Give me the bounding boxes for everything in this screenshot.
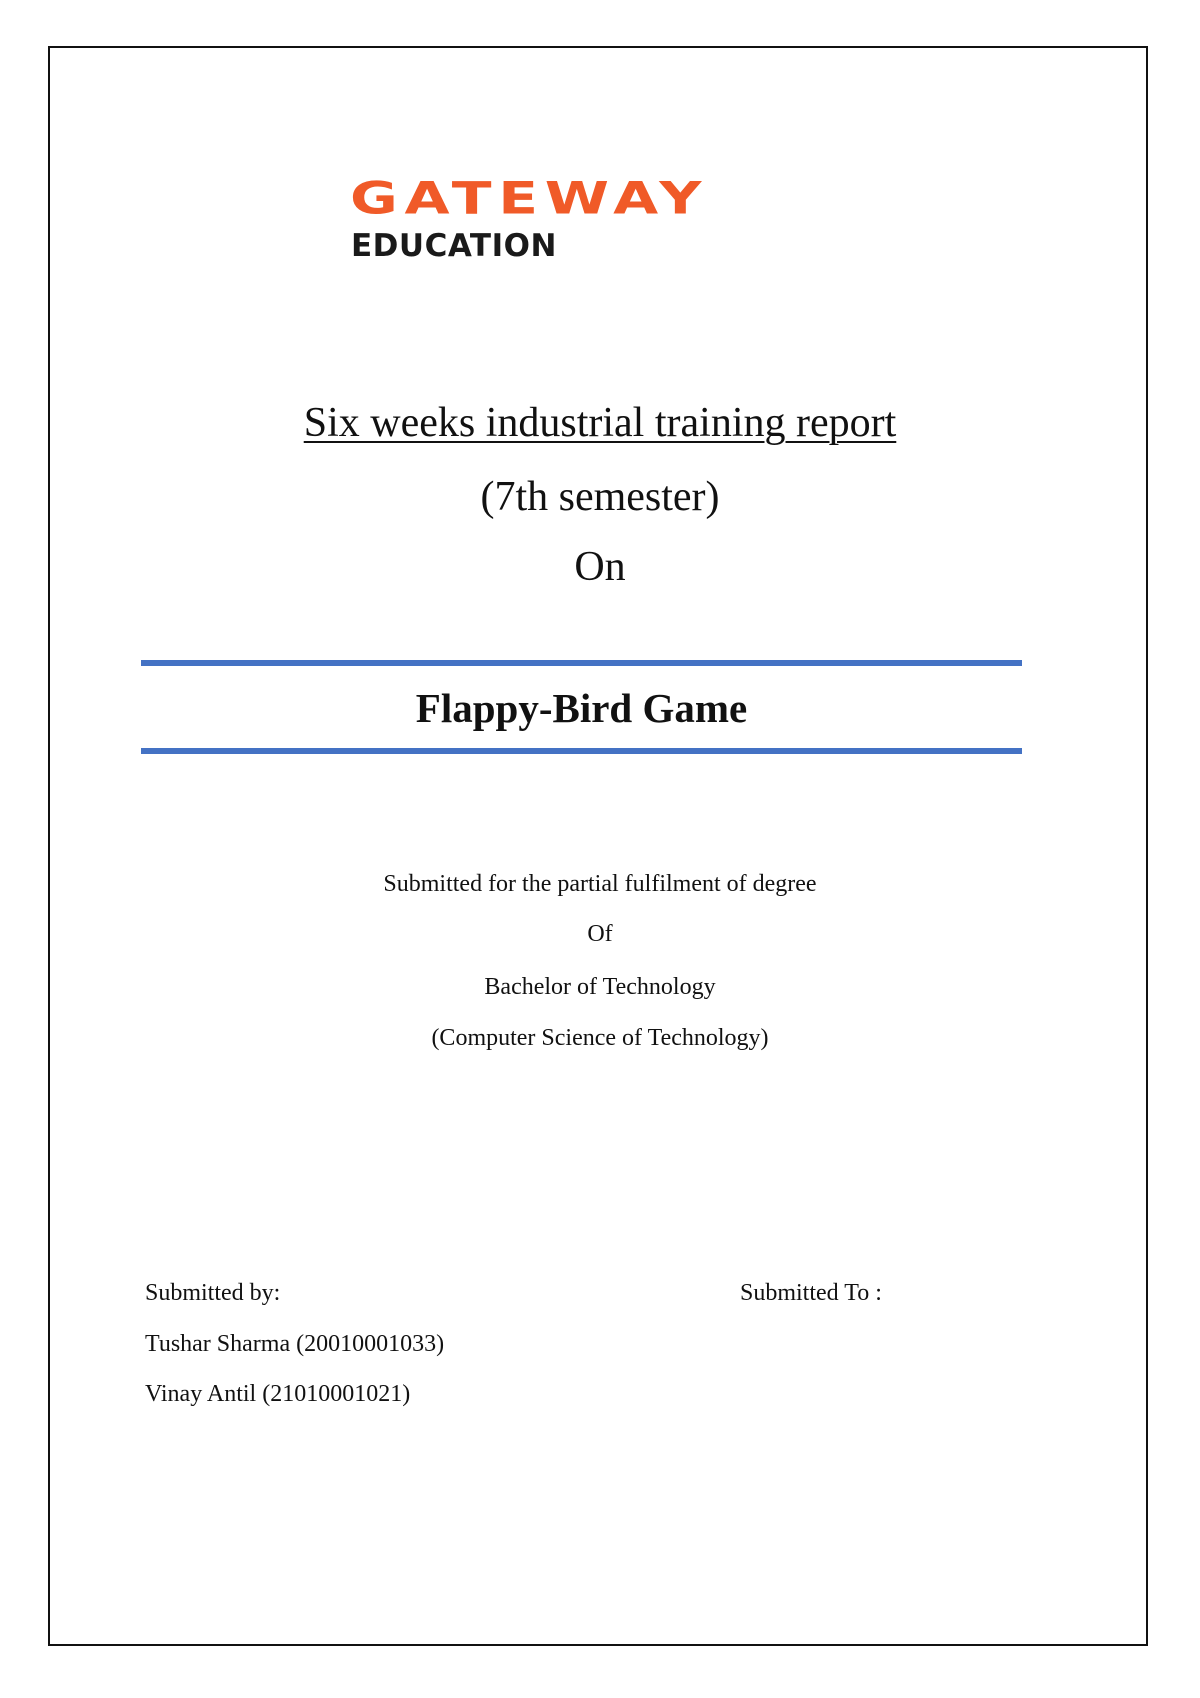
submission-purpose: Submitted for the partial fulfilment of degree — [383, 871, 817, 897]
degree-name: Bachelor of Technology — [484, 974, 716, 1000]
gateway-education-logo — [340, 165, 860, 285]
semester: (7th semester) — [480, 474, 720, 520]
on-label: On — [574, 544, 626, 590]
submitted-to-label: Submitted To : — [740, 1280, 882, 1306]
divider-bottom — [141, 748, 1022, 754]
student-name: Tushar Sharma (20010001033) — [145, 1331, 445, 1357]
divider-top — [141, 660, 1022, 666]
submission-of: Of — [587, 921, 613, 947]
student-name: Vinay Antil (21010001021) — [145, 1381, 411, 1407]
report-title: Six weeks industrial training report — [303, 400, 897, 446]
logo-education-text: EDUCATION — [351, 228, 557, 264]
submitted-by-label: Submitted by: — [145, 1280, 281, 1306]
project-title: Flappy-Bird Game — [415, 685, 748, 731]
degree-branch: (Computer Science of Technology) — [431, 1025, 769, 1051]
logo-gateway-text: GATEWAY — [350, 173, 709, 225]
